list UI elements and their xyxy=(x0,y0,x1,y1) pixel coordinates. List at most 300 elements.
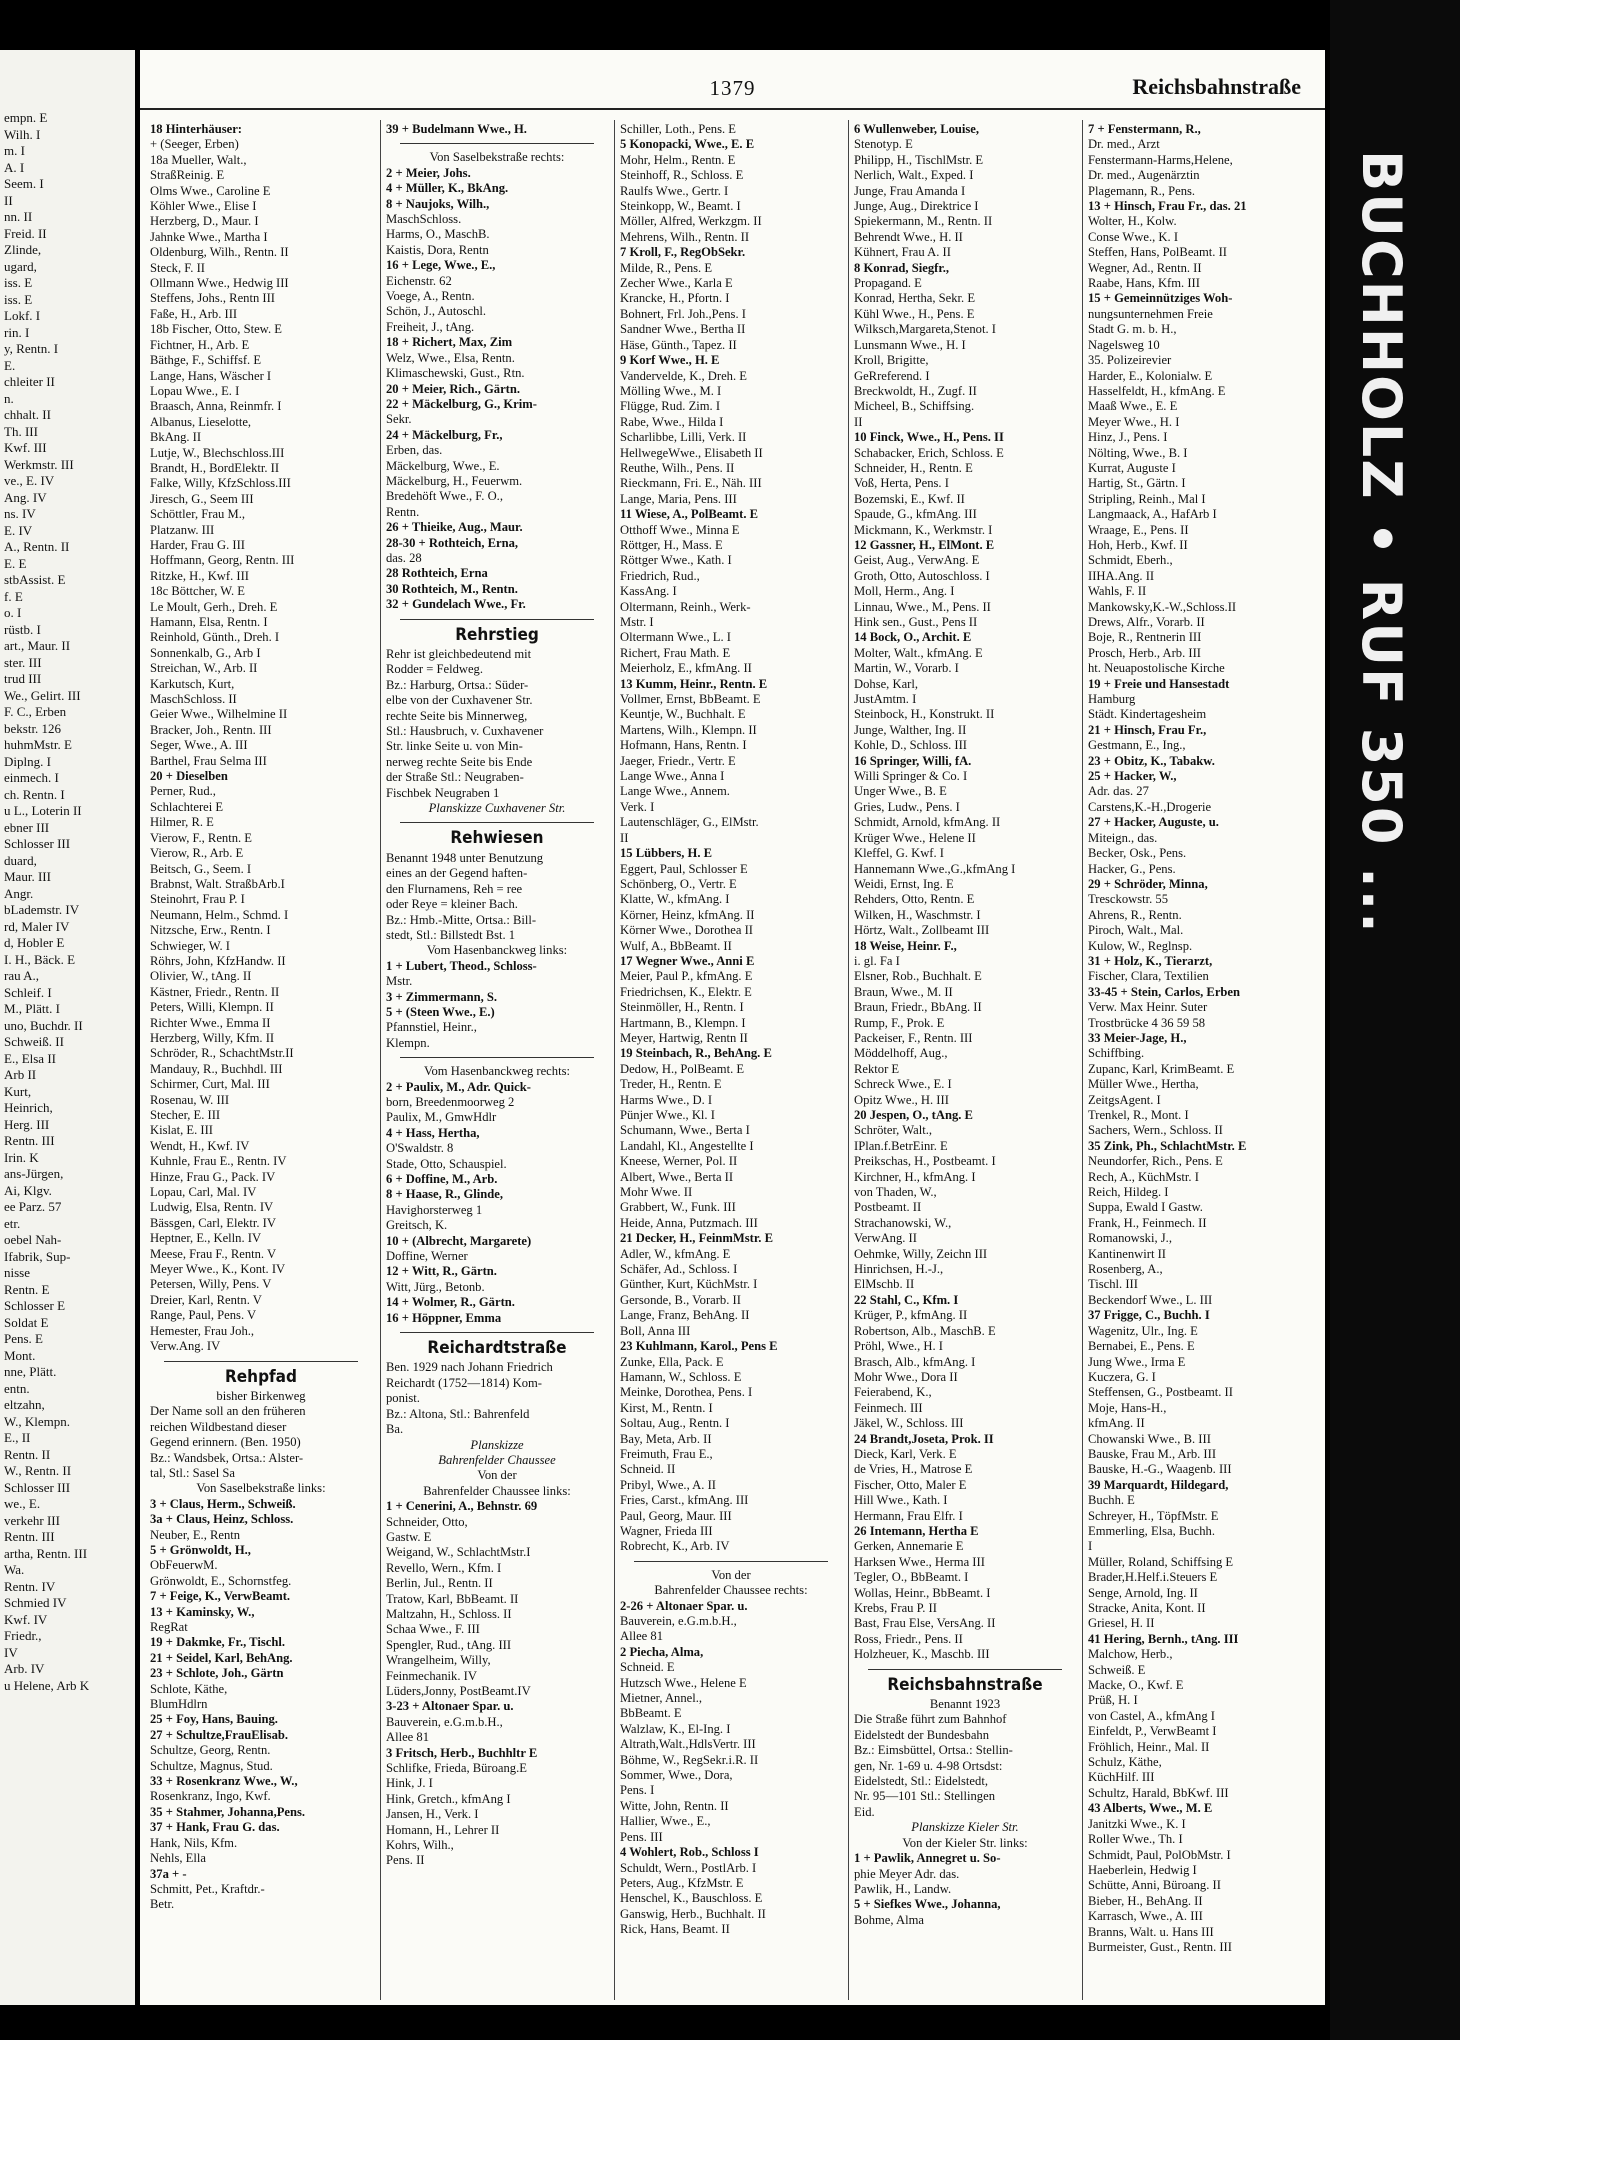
resident-entry: Spiekermann, M., Rentn. II xyxy=(854,214,993,229)
left-page-line: o. I xyxy=(4,605,22,620)
resident-entry: I xyxy=(1088,1539,1093,1554)
resident-entry: Postbeamt. II xyxy=(854,1200,922,1215)
left-page-line: Kwf. III xyxy=(4,440,47,455)
resident-entry: Bz.: Eimsbüttel, Ortsa.: Stellin- xyxy=(854,1743,1013,1758)
resident-entry: IPlan.f.BetrEinr. E xyxy=(854,1138,948,1153)
resident-entry: Revello, Wern., Kfm. I xyxy=(386,1560,502,1575)
page-number: 1379 xyxy=(709,76,756,100)
resident-entry: rechte Seite bis Minnerweg, xyxy=(386,708,528,723)
resident-entry: Schmidt, Arnold, kfmAng. II xyxy=(854,815,1001,830)
left-page-line: ee Parz. 57 xyxy=(4,1199,62,1214)
resident-entry: Behrendt Wwe., H. II xyxy=(854,229,963,244)
left-page-line: iss. E xyxy=(4,275,33,290)
resident-entry: Sachers, Wern., Schloss. II xyxy=(1088,1123,1223,1138)
resident-entry: Gries, Ludw., Pens. I xyxy=(854,799,960,814)
resident-entry: Keuntje, W., Buchhalt. E xyxy=(620,707,746,722)
resident-entry: Böhme, W., RegSekr.i.R. II xyxy=(620,1752,759,1767)
left-page-line: Kurt, xyxy=(4,1083,32,1099)
resident-entry: Kirst, M., Rentn. I xyxy=(620,1400,713,1415)
left-page-line: Rentn. III xyxy=(4,1133,55,1148)
resident-entry: Hamann, W., Schloss. E xyxy=(620,1369,742,1384)
left-page-line: Heinrich, xyxy=(4,1100,53,1115)
resident-entry: Barthel, Frau Selma III xyxy=(150,753,267,768)
resident-entry: BkAng. II xyxy=(150,430,202,445)
house-entry: 10 Finck, Wwe., H., Pens. II xyxy=(854,430,1004,445)
left-page-line: bekstr. 126 xyxy=(4,720,62,736)
house-entry: 1 + Pawlik, Annegret u. So- xyxy=(854,1851,1001,1866)
resident-entry: Schröder, R., SchachtMstr.II xyxy=(150,1046,294,1061)
left-page-line: rd, Maler IV xyxy=(4,918,70,934)
resident-entry: Brader,H.Helf.i.Steuers E xyxy=(1088,1570,1218,1585)
resident-entry: Prosch, Herb., Arb. III xyxy=(1088,645,1201,660)
resident-entry: Ross, Friedr., Pens. II xyxy=(854,1631,963,1646)
resident-entry: Rosenkranz, Ingo, Kwf. xyxy=(150,1789,271,1804)
resident-entry: Schulz, Käthe, xyxy=(1088,1755,1162,1770)
resident-entry: Häse, Günth., Tapez. II xyxy=(620,337,737,352)
resident-entry: Steffensen, G., Postbeamt. II xyxy=(1088,1385,1233,1400)
resident-entry: Schmidt, Paul, PolObMstr. I xyxy=(1088,1847,1231,1862)
resident-entry: Molter, Walt., kfmAng. E xyxy=(854,645,983,660)
house-entry: 19 + Dakmke, Fr., Tischl. xyxy=(150,1635,286,1650)
resident-entry: Bredehöft Wwe., F. O., xyxy=(386,489,503,504)
resident-entry: Fichtner, H., Arb. E xyxy=(150,337,250,352)
resident-entry: Richert, Frau Math. E xyxy=(620,645,731,660)
resident-entry: phie Meyer Adr. das. xyxy=(854,1866,960,1881)
resident-entry: Oehmke, Willy, Zeichn III xyxy=(854,1246,988,1261)
resident-entry: Schön, J., Autoschl. xyxy=(386,304,487,319)
resident-entry: Romanowski, J., xyxy=(1088,1231,1172,1246)
house-entry: 5 + Grönwoldt, H., xyxy=(150,1542,251,1557)
house-entry: 18 + Richert, Max, Zim xyxy=(386,335,513,350)
house-entry: 11 Wiese, A., PolBeamt. E xyxy=(620,507,759,522)
left-page-line: u L., Loterin II xyxy=(4,803,82,818)
resident-entry: Gestmann, E., Ing., xyxy=(1088,738,1186,753)
resident-entry: Nagelsweg 10 xyxy=(1088,337,1160,352)
resident-entry: Planskizze Cuxhavener Str. xyxy=(428,801,566,816)
resident-entry: Mohr, Helm., Rentn. E xyxy=(620,152,736,167)
resident-entry: Seger, Wwe., A. III xyxy=(150,738,248,753)
left-page-line: Maur. III xyxy=(4,869,51,884)
resident-entry: Henschel, K., Bauschloss. E xyxy=(620,1891,763,1906)
resident-entry: Bieber, H., BehAng. II xyxy=(1088,1893,1203,1908)
resident-entry: bisher Birkenweg xyxy=(216,1388,306,1403)
resident-entry: Bz.: Wandsbek, Ortsa.: Alster- xyxy=(150,1450,304,1465)
resident-entry: Oldenburg, Wilh., Rentn. II xyxy=(150,245,289,260)
resident-entry: Elsner, Rob., Buchhalt. E xyxy=(854,969,982,984)
resident-entry: Grönwoldt, E., Schornstfeg. xyxy=(150,1573,292,1588)
resident-entry: Wraage, E., Pens. II xyxy=(1088,522,1189,537)
resident-entry: Otthoff Wwe., Minna E xyxy=(620,522,740,537)
resident-entry: Mandauy, R., Buchhdl. III xyxy=(150,1061,283,1076)
resident-entry: Reinhold, Günth., Dreh. I xyxy=(150,630,280,645)
left-page-line: ch. Rentn. I xyxy=(4,786,65,802)
left-page-line: Irin. K xyxy=(4,1149,39,1165)
left-page-line: W., Klempn. xyxy=(4,1413,70,1429)
house-entry: 33 + Rosenkranz Wwe., W., xyxy=(150,1774,298,1789)
resident-entry: Lange, Maria, Pens. III xyxy=(620,491,737,506)
resident-entry: Pens. II xyxy=(386,1853,425,1868)
resident-entry: Spengler, Rud., tAng. III xyxy=(386,1637,512,1652)
resident-entry: Spaude, G., kfmAng. III xyxy=(854,507,977,522)
left-page-line: II xyxy=(4,192,13,208)
resident-entry: Kneese, Werner, Pol. II xyxy=(620,1154,738,1169)
left-page-line: Lokf. I xyxy=(4,308,41,323)
resident-entry: 18c Böttcher, W. E xyxy=(150,584,245,599)
left-page-line: Wa. xyxy=(4,1562,25,1577)
left-page-line: ns. IV xyxy=(4,506,36,521)
resident-entry: Flügge, Rud. Zim. I xyxy=(620,399,721,414)
resident-entry: VerwAng. II xyxy=(854,1231,917,1246)
house-entry: 19 Steinbach, R., BehAng. E xyxy=(620,1046,772,1061)
resident-entry: Pribyl, Wwe., A. II xyxy=(620,1477,716,1492)
house-entry: 16 + Höppner, Emma xyxy=(386,1310,502,1325)
left-page-line: artha, Rentn. III xyxy=(4,1545,88,1561)
resident-entry: Philipp, H., TischlMstr. E xyxy=(854,152,984,167)
resident-entry: Weidi, Ernst, Ing. E xyxy=(854,876,954,891)
resident-entry: Beitsch, G., Seem. I xyxy=(150,861,252,876)
resident-entry: Schiffbing. xyxy=(1088,1046,1145,1061)
resident-entry: Jaeger, Friedr., Vertr. E xyxy=(620,753,736,768)
resident-entry: den Flurnamens, Reh = ree xyxy=(386,881,523,896)
resident-entry: Hacker, G., Pens. xyxy=(1088,861,1176,876)
resident-entry: Von der xyxy=(711,1567,751,1582)
resident-entry: Frank, H., Feinmech. II xyxy=(1088,1215,1207,1230)
resident-entry: Lutje, W., Blechschloss.III xyxy=(150,445,285,460)
resident-entry: Meyer Wwe., H. I xyxy=(1088,414,1180,429)
left-page-line: rin. I xyxy=(4,324,30,340)
resident-entry: Hink sen., Gust., Pens II xyxy=(854,615,978,629)
resident-entry: Lange Wwe., Anna I xyxy=(620,769,725,784)
resident-entry: Landahl, Kl., Angestellte I xyxy=(620,1138,754,1153)
left-page-line: duard, xyxy=(4,852,37,868)
house-entry: 10 + (Albrecht, Margarete) xyxy=(386,1233,532,1248)
left-page-line: nisse xyxy=(4,1265,30,1280)
directory-column-4 xyxy=(854,122,1076,1928)
left-page-line: oebel Nah- xyxy=(4,1232,62,1247)
left-page-line: Ai, Klgv. xyxy=(4,1182,52,1198)
house-entry: 18 Weise, Heinr. F., xyxy=(854,938,957,953)
resident-entry: Schröter, Walt., xyxy=(854,1123,932,1138)
resident-entry: Pröhl, Wwe., H. I xyxy=(854,1339,943,1354)
resident-entry: von Thaden, W., xyxy=(854,1185,937,1200)
resident-entry: Schreyer, H., TöpfMstr. E xyxy=(1088,1508,1219,1523)
resident-entry: Steffen, Hans, PolBeamt. II xyxy=(1088,245,1227,260)
resident-entry: Burmeister, Gust., Rentn. III xyxy=(1088,1939,1232,1954)
resident-entry: Krancke, H., Pfortn. I xyxy=(620,291,730,306)
left-page-line: we., E. xyxy=(4,1496,41,1511)
resident-entry: Bauske, H.-G., Waagenb. III xyxy=(1088,1462,1232,1477)
resident-entry: Meese, Frau F., Rentn. V xyxy=(150,1246,277,1261)
resident-entry: Mickmann, K., Werkmstr. I xyxy=(854,522,993,537)
resident-entry: Schöttler, Frau M., xyxy=(150,507,245,522)
resident-entry: Hilmer, R. E xyxy=(150,815,214,830)
house-entry: 4 + Hass, Hertha, xyxy=(386,1125,480,1140)
resident-entry: Bässgen, Carl, Elektr. IV xyxy=(150,1215,276,1230)
resident-entry: Schönberg, O., Vertr. E xyxy=(620,876,737,891)
section-rule xyxy=(164,1361,358,1362)
resident-entry: Vierow, F., Rentn. E xyxy=(150,830,253,845)
resident-entry: Wollas, Heinr., BbBeamt. I xyxy=(854,1585,991,1600)
house-entry: 26 + Thieike, Aug., Maur. xyxy=(386,520,523,535)
resident-entry: Lange, Hans, Wäscher I xyxy=(150,368,272,383)
resident-entry: Janitzki Wwe., K. I xyxy=(1088,1816,1186,1831)
resident-entry: Steffens, Johs., Rentn III xyxy=(150,291,275,306)
resident-entry: Klimaschewski, Gust., Rtn. xyxy=(386,366,525,381)
resident-entry: 18a Mueller, Walt., xyxy=(150,152,247,167)
resident-entry: Röhrs, John, KfzHandw. II xyxy=(150,953,286,968)
house-entry: 21 + Hinsch, Frau Fr., xyxy=(1088,722,1207,737)
resident-entry: Bay, Meta, Arb. II xyxy=(620,1431,712,1446)
house-entry: 5 + (Steen Wwe., E.) xyxy=(386,1004,495,1019)
left-page-line: A. I xyxy=(4,159,25,175)
resident-entry: Schumann, Wwe., Berta I xyxy=(620,1123,750,1138)
house-entry: 37 Frigge, C., Buchh. I xyxy=(1088,1308,1210,1323)
advertisement-text: BUCHHOLZ • RUF 350 ... xyxy=(1350,150,1413,935)
resident-entry: Steinohrt, Frau P. I xyxy=(150,892,245,907)
left-page-line: n. xyxy=(4,390,14,406)
resident-entry: Gegend erinnern. (Ben. 1950) xyxy=(150,1435,301,1450)
resident-entry: Eidelstedt der Bundesbahn xyxy=(854,1727,990,1742)
resident-entry: Von Saselbekstraße rechts: xyxy=(429,150,565,165)
resident-entry: Kuhnle, Frau E., Rentn. IV xyxy=(150,1154,287,1169)
resident-entry: Dieck, Karl, Verk. E xyxy=(854,1446,957,1461)
resident-entry: KassAng. I xyxy=(620,584,677,599)
directory-column-1 xyxy=(150,122,372,1913)
resident-entry: Wagenitz, Ulr., Ing. E xyxy=(1088,1323,1198,1338)
column-divider xyxy=(1082,120,1083,2000)
resident-entry: Strachanowski, W., xyxy=(854,1215,952,1230)
resident-entry: Rentn. xyxy=(386,504,420,519)
left-page-line: Rentn. III xyxy=(4,1529,55,1544)
resident-entry: Verw. Max Heinr. Suter xyxy=(1088,1000,1208,1015)
resident-entry: Sommer, Wwe., Dora, xyxy=(620,1768,733,1783)
left-page-line: iss. E xyxy=(4,291,33,307)
resident-entry: Ahrens, R., Rentn. xyxy=(1088,907,1182,922)
resident-entry: Schuldt, Wern., PostlArb. I xyxy=(620,1860,757,1875)
resident-entry: Boje, R., Rentnerin III xyxy=(1088,630,1202,645)
resident-entry: Wilksch,Margareta,Stenot. I xyxy=(854,322,996,337)
resident-entry: Reichardt (1752—1814) Kom- xyxy=(386,1375,542,1390)
house-entry: 27 + Schultze,FrauElisab. xyxy=(150,1727,289,1742)
resident-entry: Steinbock, H., Konstrukt. II xyxy=(854,707,995,722)
resident-entry: Lautenschläger, G., ElMstr. xyxy=(620,815,759,830)
house-entry: 20 + Meier, Rich., Gärtn. xyxy=(386,381,521,396)
resident-entry: Hallier, Wwe., E., xyxy=(620,1814,711,1829)
resident-entry: tal, Stl.: Sasel Sa xyxy=(150,1465,236,1480)
house-entry: 13 + Kaminsky, W., xyxy=(150,1604,255,1619)
left-page-line: ebner III xyxy=(4,819,50,835)
resident-entry: Pawlik, H., Landw. xyxy=(854,1881,952,1896)
resident-entry: Stadt G. m. b. H., xyxy=(1088,322,1177,337)
resident-entry: Röttger Wwe., Kath. I xyxy=(620,553,732,568)
resident-entry: Ludwig, Elsa, Rentn. IV xyxy=(150,1200,274,1215)
left-page-line: E., Elsa II xyxy=(4,1050,56,1066)
resident-entry: Rieckmann, Fri. E., Näh. III xyxy=(620,476,762,491)
resident-entry: Bohme, Alma xyxy=(854,1912,924,1927)
resident-entry: Buchh. E xyxy=(1088,1493,1135,1508)
resident-entry: Braun, Friedr., BbAng. II xyxy=(854,1000,982,1015)
resident-entry: Preikschas, H., Postbeamt. I xyxy=(854,1154,996,1169)
resident-entry: Eggert, Paul, Schlosser E xyxy=(620,861,748,876)
resident-entry: II xyxy=(854,414,863,429)
resident-entry: Herzberg, Willy, Kfm. II xyxy=(150,1030,275,1045)
resident-entry: Voß, Herta, Pens. I xyxy=(854,476,949,491)
left-page-line: Mont. xyxy=(4,1347,36,1363)
resident-entry: Klempn. xyxy=(386,1035,430,1050)
left-page-line: u Helene, Arb K xyxy=(4,1677,90,1693)
house-entry: 4 + Müller, K., BkAng. xyxy=(386,181,509,196)
resident-entry: Le Moult, Gerh., Dreh. E xyxy=(150,599,278,614)
resident-entry: Schultze, Magnus, Stud. xyxy=(150,1758,273,1773)
left-page-line: Schweiß. II xyxy=(4,1034,64,1049)
resident-entry: Hinze, Frau G., Pack. IV xyxy=(150,1169,276,1184)
resident-entry: Opitz Wwe., H. III xyxy=(854,1092,949,1107)
resident-entry: Schweiß. E xyxy=(1088,1662,1146,1677)
house-entry: 9 Korf Wwe., H. E xyxy=(620,353,720,368)
resident-entry: Die Straße führt zum Bahnhof xyxy=(854,1712,1007,1727)
resident-entry: ElMschb. II xyxy=(854,1277,915,1292)
resident-entry: Tegler, O., BbBeamt. I xyxy=(854,1570,969,1585)
directory-page xyxy=(140,50,1325,2005)
resident-entry: Ollmann Wwe., Hedwig III xyxy=(150,276,289,291)
resident-entry: Hamburg xyxy=(1088,692,1136,707)
resident-entry: Bz.: Altona, Stl.: Bahrenfeld xyxy=(386,1406,530,1421)
resident-entry: Range, Paul, Pens. V xyxy=(150,1308,257,1323)
resident-entry: der Straße Stl.: Neugraben- xyxy=(386,770,524,785)
house-entry: 20 + Dieselben xyxy=(150,769,228,784)
resident-entry: Schiller, Loth., Pens. E xyxy=(620,122,736,136)
left-page-line: Freid. II xyxy=(4,225,47,241)
resident-entry: Moll, Herm., Ang. I xyxy=(854,584,955,599)
resident-entry: Dohse, Karl, xyxy=(854,676,919,691)
resident-entry: Allee 81 xyxy=(386,1730,430,1745)
resident-entry: gen, Nr. 1-69 u. 4-98 Ortsdst: xyxy=(854,1758,1003,1773)
resident-entry: Günther, Kurt, KüchMstr. I xyxy=(620,1277,758,1292)
section-rule xyxy=(400,143,594,144)
resident-entry: Jung Wwe., Irma E xyxy=(1088,1354,1186,1369)
resident-entry: Roller Wwe., Th. I xyxy=(1088,1832,1183,1847)
house-entry: 30 Rothteich, M., Rentn. xyxy=(386,581,518,596)
resident-entry: Kislat, E. III xyxy=(150,1123,213,1138)
resident-entry: Rektor E xyxy=(854,1061,900,1076)
resident-entry: Krüger, P., kfmAng. II xyxy=(854,1308,968,1323)
resident-entry: Soltau, Aug., Rentn. I xyxy=(620,1416,730,1431)
house-entry: 6 Wullenweber, Louise, xyxy=(854,122,980,136)
left-page-line: Angr. xyxy=(4,885,34,901)
vertical-advertisement xyxy=(1350,150,1425,1650)
resident-entry: Unger Wwe., B. E xyxy=(854,784,947,799)
resident-entry: Ganswig, Herb., Buchhalt. II xyxy=(620,1906,766,1921)
resident-entry: Meierholz, E., kfmAng. II xyxy=(620,661,752,676)
resident-entry: Müller, Roland, Schiffsing E xyxy=(1088,1554,1234,1569)
resident-entry: Zecher Wwe., Karla E xyxy=(620,276,733,291)
resident-entry: Wahls, F. II xyxy=(1088,584,1147,599)
resident-entry: Becker, Osk., Pens. xyxy=(1088,846,1187,861)
resident-entry: Mankowsky,K.-W.,Schloss.II xyxy=(1088,599,1237,614)
resident-entry: Hill Wwe., Kath. I xyxy=(854,1493,948,1508)
resident-entry: Möddelhoff, Aug., xyxy=(854,1046,948,1061)
resident-entry: Trenkel, R., Mont. I xyxy=(1088,1108,1189,1122)
directory-column-3 xyxy=(620,122,842,1938)
resident-entry: Neundorfer, Rich., Pens. E xyxy=(1088,1154,1223,1169)
resident-entry: Ben. 1929 nach Johann Friedrich xyxy=(386,1360,553,1375)
resident-entry: II xyxy=(620,830,629,845)
resident-entry: Städt. Kindertagesheim xyxy=(1088,707,1207,722)
left-page-line: entn. xyxy=(4,1380,30,1396)
resident-entry: Fischer, Clara, Textilien xyxy=(1088,969,1209,984)
street-heading: Reichsbahnstraße xyxy=(887,1674,1043,1695)
street-heading: Rehwiesen xyxy=(450,828,544,849)
resident-entry: Schlachterei E xyxy=(150,799,224,814)
resident-entry: RegRat xyxy=(150,1620,188,1634)
house-entry: 12 Gassner, H., ElMont. E xyxy=(854,537,995,552)
resident-entry: Schlifke, Frieda, Büroang.E xyxy=(386,1761,527,1776)
resident-entry: Homann, H., Lehrer II xyxy=(386,1822,500,1837)
resident-entry: Grabbert, W., Funk. III xyxy=(620,1200,736,1215)
left-page-line: Arb II xyxy=(4,1067,37,1082)
left-page-line: rüstb. I xyxy=(4,621,41,637)
resident-entry: Berlin, Jul., Rentn. II xyxy=(386,1576,493,1591)
resident-entry: Schreck Wwe., E. I xyxy=(854,1077,952,1092)
resident-entry: Tratow, Karl, BbBeamt. II xyxy=(386,1591,519,1606)
resident-entry: Pens. I xyxy=(620,1783,655,1798)
house-entry: 32 + Gundelach Wwe., Fr. xyxy=(386,597,526,612)
resident-entry: Rehders, Otto, Rentn. E xyxy=(854,892,975,907)
resident-entry: Wolter, H., Kolw. xyxy=(1088,214,1177,229)
resident-entry: i. gl. Fa I xyxy=(854,953,900,968)
house-entry: 29 + Schröder, Minna, xyxy=(1088,876,1208,891)
resident-entry: JustAmtm. I xyxy=(854,692,917,707)
resident-entry: Steck, F. II xyxy=(150,260,205,275)
resident-entry: Hinrichsen, H.-J., xyxy=(854,1262,944,1277)
resident-entry: Schabacker, Erich, Schloss. E xyxy=(854,445,1004,460)
resident-entry: Fischbek Neugraben 1 xyxy=(386,785,500,800)
resident-entry: kfmAng. II xyxy=(1088,1416,1145,1431)
left-page-line: Schlosser III xyxy=(4,836,71,851)
resident-entry: Boll, Anna III xyxy=(620,1323,691,1338)
resident-entry: Dedow, H., PolBeamt. E xyxy=(620,1061,745,1076)
resident-entry: Harms Wwe., D. I xyxy=(620,1092,713,1107)
resident-entry: Kulow, W., Reglnsp. xyxy=(1088,938,1193,953)
resident-entry: Wendt, H., Kwf. IV xyxy=(150,1138,250,1153)
resident-entry: Robrecht, K., Arb. IV xyxy=(620,1539,730,1554)
resident-entry: Moje, Hans-H., xyxy=(1088,1400,1167,1415)
resident-entry: Köhler Wwe., Elise I xyxy=(150,199,257,214)
resident-entry: Hoh, Herb., Kwf. II xyxy=(1088,537,1188,552)
house-entry: 15 Lübbers, H. E xyxy=(620,846,713,861)
resident-entry: born, Breedenmoorweg 2 xyxy=(386,1094,515,1109)
resident-entry: Stade, Otto, Schauspiel. xyxy=(386,1156,507,1171)
resident-entry: Emmerling, Elsa, Buchh. xyxy=(1088,1523,1215,1538)
resident-entry: Mohr Wwe. II xyxy=(620,1185,693,1200)
resident-entry: Krüger Wwe., Helene II xyxy=(854,830,976,845)
left-page-line: ans-Jürgen, xyxy=(4,1166,64,1181)
resident-entry: Neuber, E., Rentn xyxy=(150,1527,241,1542)
left-page-line: Pens. E xyxy=(4,1331,43,1346)
resident-entry: Kirchner, H., kfmAng. I xyxy=(854,1169,976,1184)
resident-entry: Hannemann Wwe.,G.,kfmAng I xyxy=(854,861,1016,876)
house-entry: 25 + Hacker, W., xyxy=(1088,769,1177,784)
house-entry: 8 Konrad, Siegfr., xyxy=(854,260,950,275)
left-page-line: Th. III xyxy=(4,423,38,439)
left-page-line: Ifabrik, Sup- xyxy=(4,1248,71,1264)
resident-entry: Schultze, Georg, Rentn. xyxy=(150,1743,271,1758)
resident-entry: Vom Hasenbanckweg links: xyxy=(426,943,568,958)
resident-entry: Eid. xyxy=(854,1804,875,1819)
resident-entry: Breckwoldt, H., Zugf. II xyxy=(854,383,977,398)
house-entry: 12 + Witt, R., Gärtn. xyxy=(386,1264,497,1279)
resident-entry: Neumann, Helm., Schmd. I xyxy=(150,907,289,922)
